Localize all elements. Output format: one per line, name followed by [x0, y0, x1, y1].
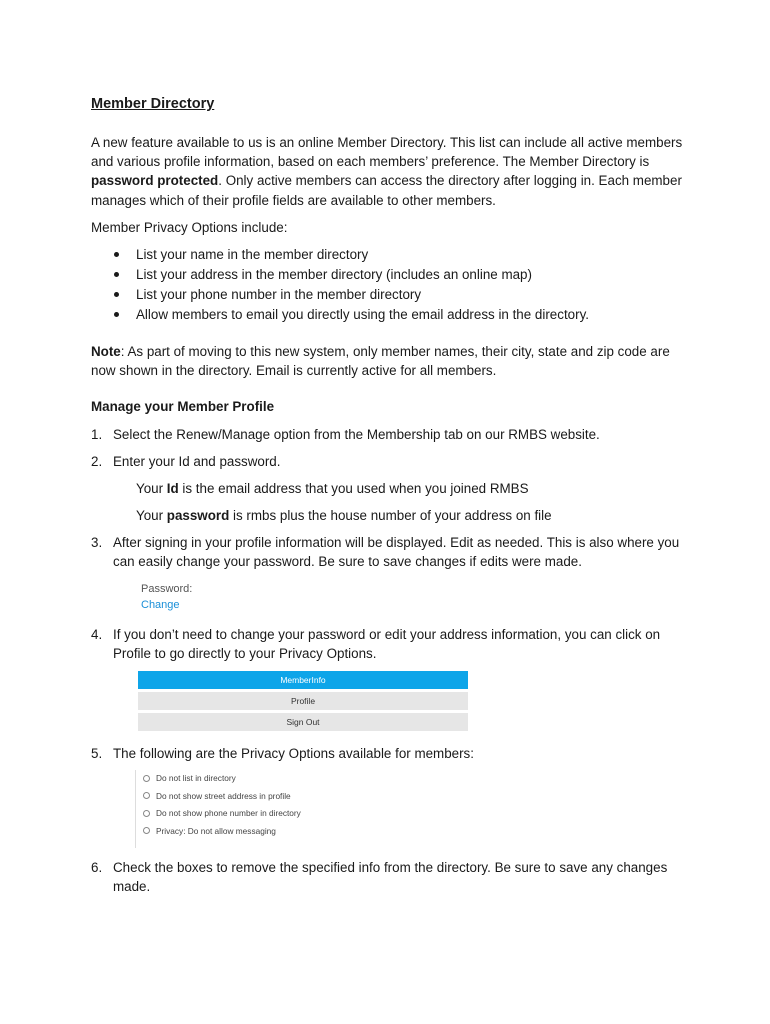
profile-button[interactable]: Profile	[138, 692, 468, 710]
intro-paragraph	[91, 133, 691, 210]
step-1	[91, 425, 691, 444]
id-line	[136, 479, 529, 498]
privacy-option-hide-listing[interactable]	[142, 770, 301, 788]
bullet-icon	[114, 312, 119, 317]
bullet-icon	[114, 272, 119, 277]
step-number: 2.	[91, 454, 103, 469]
radio-icon[interactable]	[143, 827, 150, 834]
list-item-text: List your phone number in the member directory	[136, 286, 422, 302]
step-text: Select the Renew/Manage option from the Membership tab on our RMBS website.	[113, 427, 600, 442]
password-line-suffix: is rmbs plus the house number of your address on file	[229, 508, 552, 523]
memberinfo-button[interactable]: MemberInfo	[138, 671, 468, 689]
step-4	[91, 625, 691, 663]
list-item	[91, 285, 589, 305]
password-label: Password:	[141, 583, 193, 595]
radio-icon[interactable]	[143, 810, 150, 817]
intro-text-2: . Only active members can access the directory after logging in. Each member manages which of their profile fields are available to other members.	[91, 173, 682, 208]
page-title: Member Directory	[91, 96, 215, 112]
radio-icon[interactable]	[143, 775, 150, 782]
sign-out-button[interactable]: Sign Out	[138, 713, 468, 731]
bullet-icon	[114, 292, 119, 297]
step-text: After signing in your profile information will be displayed. Edit as needed. This is also where you can easily change your password. Be sure to save changes if edits were made.	[113, 535, 680, 570]
list-item	[91, 245, 589, 265]
step-number: 4.	[91, 627, 103, 642]
id-line-bold: Id	[166, 481, 179, 496]
privacy-option-hide-phone[interactable]	[142, 805, 301, 823]
password-line-bold: password	[166, 508, 230, 523]
id-line-suffix: is the email address that you used when you joined RMBS	[178, 481, 529, 496]
option-label: Do not show phone number in directory	[156, 808, 301, 818]
member-menu-screenshot	[138, 671, 468, 734]
privacy-intro: Member Privacy Options include:	[91, 220, 288, 235]
password-line	[136, 506, 552, 525]
change-password-link[interactable]: Change	[141, 599, 180, 611]
intro-bold: password protected	[91, 173, 219, 189]
intro-text-1: A new feature available to us is an online Member Directory. This list can include all active members and various profile information, based on each members’ preference. The Member Directory is	[91, 135, 683, 170]
step-text: If you don’t need to change your password or edit your address information, you can click on Profile to go directly to your Privacy Options.	[113, 627, 661, 662]
note-text: : As part of moving to this new system, only member names, their city, state and zip code are now shown in the directory. Email is currently active for all members.	[91, 344, 670, 379]
step-number: 5.	[91, 746, 103, 761]
password-line-prefix: Your	[136, 508, 167, 523]
id-line-prefix: Your	[136, 481, 167, 496]
privacy-options-list	[91, 245, 589, 325]
bullet-icon	[114, 252, 119, 257]
privacy-option-hide-address[interactable]	[142, 788, 301, 806]
list-item-text: List your name in the member directory	[136, 247, 369, 262]
radio-icon[interactable]	[143, 792, 150, 799]
note-label: Note	[91, 344, 121, 359]
privacy-option-no-messaging[interactable]	[142, 823, 301, 841]
step-number: 1.	[91, 427, 103, 442]
step-2	[91, 452, 691, 471]
option-label: Privacy: Do not allow messaging	[156, 825, 276, 836]
step-6	[91, 858, 691, 896]
step-text: Enter your Id and password.	[113, 454, 281, 469]
step-number: 6.	[91, 860, 103, 875]
option-label: Do not list in directory	[156, 773, 236, 783]
list-item-text: Allow members to email you directly using the email address in the directory.	[136, 306, 589, 322]
list-item	[91, 265, 589, 285]
note-paragraph	[91, 342, 691, 380]
list-item-text: List your address in the member directory (includes an online map)	[136, 266, 532, 282]
privacy-options-screenshot	[135, 770, 301, 848]
step-5	[91, 744, 691, 763]
step-3	[91, 533, 691, 571]
manage-heading: Manage your Member Profile	[91, 399, 275, 414]
step-text: The following are the Privacy Options available for members:	[113, 746, 474, 761]
step-text: Check the boxes to remove the specified info from the directory. Be sure to save any changes made.	[113, 860, 668, 895]
password-screenshot	[141, 581, 192, 613]
list-item	[91, 305, 589, 325]
option-label: Do not show street address in profile	[156, 790, 291, 801]
step-number: 3.	[91, 535, 103, 550]
